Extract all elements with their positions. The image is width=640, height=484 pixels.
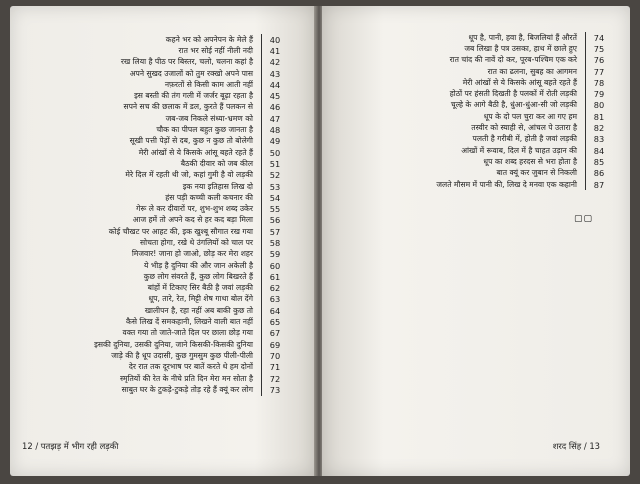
right-page-footer: शरद सिंह / 13	[552, 441, 600, 451]
toc-entry-title: बैठकी दीवार को जब कील	[180, 158, 253, 168]
toc-entry	[30, 294, 288, 305]
right-page	[322, 6, 630, 476]
toc-entry-page-number: 59	[261, 249, 288, 260]
toc-entry-page-number: 72	[261, 373, 288, 384]
toc-entry-page-number: 63	[261, 294, 288, 305]
toc-entry	[30, 203, 288, 214]
left-toc-list	[30, 34, 288, 396]
toc-entry-title: रात का ढलना, सुबह का आगमन	[487, 66, 577, 76]
toc-entry	[30, 316, 288, 327]
toc-entry-page-number: 53	[261, 181, 288, 192]
toc-entry	[30, 45, 288, 56]
toc-entry-page-number: 70	[261, 350, 288, 361]
end-mark: ▢▢	[574, 214, 594, 224]
toc-entry	[340, 77, 612, 88]
toc-entry-title: चौक का पीपल बहुत कुछ जानता है	[156, 125, 253, 135]
toc-entry	[340, 32, 612, 43]
toc-entry	[30, 68, 288, 79]
toc-entry	[340, 134, 612, 145]
toc-entry	[30, 57, 288, 68]
toc-entry	[30, 271, 288, 282]
left-page	[10, 6, 316, 476]
toc-entry-page-number: 43	[261, 68, 288, 79]
toc-entry	[30, 79, 288, 90]
toc-entry	[30, 226, 288, 237]
toc-entry-page-number: 73	[261, 384, 288, 395]
toc-entry-page-number: 67	[261, 328, 288, 339]
toc-entry-title: सोचता होगा, रखे थे उंगलियों को चाल पर	[139, 237, 253, 247]
toc-entry	[30, 147, 288, 158]
toc-entry-title: खालीपन है, रहा नहीं अब बाकी कुछ तो	[144, 305, 253, 315]
toc-entry-title: धूप है, पानी, हवा है, बिजलियां हैं औरतें	[468, 32, 577, 42]
toc-entry	[30, 102, 288, 113]
toc-entry-page-number: 50	[261, 147, 288, 158]
toc-entry	[30, 192, 288, 203]
toc-entry-title: सपने सच की छलाक में डल, कुरते हैं पलकन से	[123, 102, 253, 112]
toc-entry-page-number: 62	[261, 283, 288, 294]
toc-entry-page-number: 51	[261, 158, 288, 169]
toc-entry-page-number: 65	[261, 316, 288, 327]
toc-entry-title: ये भीड़ है दुनिया की और जान अकेली है	[144, 260, 253, 270]
toc-entry-page-number: 80	[585, 100, 612, 111]
toc-entry-title: आंखों में रूवाब, दिल में है चाहत उड़ान की	[461, 145, 577, 155]
toc-entry-title: सूखी पत्ती पेड़ों से दब, कुछ न कुछ तो बोलेगी	[129, 136, 253, 146]
toc-entry-title: रात चांद की नावें दो कर, पूरब-पश्चिम एक करे	[449, 55, 577, 65]
toc-entry-page-number: 44	[261, 79, 288, 90]
toc-entry	[30, 283, 288, 294]
toc-entry	[340, 88, 612, 99]
toc-entry-title: अपने सुखद उजालों को तुम रक्खो अपने पास	[129, 68, 253, 78]
toc-entry	[30, 328, 288, 339]
toc-entry	[340, 122, 612, 133]
toc-entry-title: स्मृतियों की रेत के नीचे प्रति दिन मेरा मन सोता है	[120, 373, 253, 383]
toc-entry-page-number: 85	[585, 156, 612, 167]
toc-entry	[30, 237, 288, 248]
toc-entry-page-number: 74	[585, 32, 612, 43]
toc-entry	[30, 34, 288, 45]
toc-entry-page-number: 42	[261, 57, 288, 68]
toc-entry	[30, 158, 288, 169]
toc-entry	[340, 43, 612, 54]
toc-entry	[340, 100, 612, 111]
toc-entry-page-number: 87	[585, 179, 612, 190]
toc-entry-page-number: 78	[585, 77, 612, 88]
toc-entry	[30, 350, 288, 361]
toc-entry	[30, 339, 288, 350]
toc-entry-title: नफ़रतों से किसी काम आती नहीं	[164, 79, 253, 89]
toc-entry-page-number: 58	[261, 237, 288, 248]
toc-entry	[30, 113, 288, 124]
toc-entry-title: इस बस्ती की तंग गली में जर्जर बूढ़ा रहता है	[134, 91, 253, 101]
toc-entry	[340, 179, 612, 190]
toc-entry-page-number: 46	[261, 102, 288, 113]
toc-entry-title: वक्त गया तो जाते-जाते दिल पर छाला छोड़ गया	[122, 328, 253, 338]
toc-entry-title: चूल्हे के आगे बैठी है, धुंआ-धुंआ-सी जो लड़की	[450, 100, 577, 110]
toc-entry-page-number: 52	[261, 170, 288, 181]
toc-entry-title: मिजवार! जाना हो जाओ, छोड़ कर मेरा शहर	[131, 249, 253, 259]
toc-entry-title: बात क्यूं कर जुबान से निकली	[496, 168, 577, 178]
toc-entry-title: साबुत घर के टुकड़े-टुकड़े तोड़ रहे हैं क्यूं कर लोग	[121, 384, 253, 394]
toc-entry-page-number: 71	[261, 362, 288, 373]
toc-entry-page-number: 75	[585, 43, 612, 54]
toc-entry-page-number: 41	[261, 45, 288, 56]
toc-entry-title: मेरे दिल में रहती थी जो, कहां गुमी है वो लड़की	[125, 170, 253, 180]
toc-entry-page-number: 61	[261, 271, 288, 282]
right-toc-list	[340, 32, 612, 190]
toc-entry-title: जब-जब निकले संध्या-भ्रमण को	[165, 113, 253, 123]
toc-entry-title: कैसे लिख दें समकहानी, लिखने वाली बात नहीं	[125, 317, 253, 327]
toc-entry-page-number: 57	[261, 226, 288, 237]
toc-entry-page-number: 54	[261, 192, 288, 203]
toc-entry-title: इक नया इतिहास लिख दो	[182, 181, 253, 191]
toc-entry-title: धूप के दो पल चुरा कर आ गए हम	[483, 111, 577, 121]
toc-entry	[30, 124, 288, 135]
toc-entry-title: रख लिया है पीठ पर बिस्तर, चलो, चलना कहां है	[120, 57, 253, 67]
toc-entry	[30, 384, 288, 395]
toc-entry-page-number: 79	[585, 88, 612, 99]
toc-entry	[340, 55, 612, 66]
toc-entry-title: जब लिखा है पत्र उसका, हाथ में छाले हुए	[464, 43, 577, 53]
toc-entry	[30, 90, 288, 101]
toc-entry-page-number: 77	[585, 66, 612, 77]
toc-entry-title: तस्वीर को स्याही से, आंचल पे उतारा है	[471, 123, 577, 133]
left-page-footer: 12 / पतझड़ में भीग रही लड़की	[22, 441, 119, 451]
toc-entry	[340, 156, 612, 167]
toc-entry	[340, 168, 612, 179]
toc-entry-title: होठों पर हंसती दिखती है पलकों में रोती लड़की	[449, 89, 577, 99]
toc-entry-page-number: 55	[261, 203, 288, 214]
toc-entry-title: कहने भर को अपनेपन के मेले हैं	[165, 34, 253, 44]
toc-entry-title: जलते मौसम में पानी की, लिख दे मनवा एक कहानी	[436, 179, 577, 189]
toc-entry-title: धूप, तारे, रेत, मिट्टी शेष गाथा बोल देंगे	[148, 294, 253, 304]
toc-entry-title: मेरी आंखों से ये किसके आंसू बहते रहते हैं	[462, 77, 577, 87]
toc-entry-title: जाड़े की है धूप उदासी, कुछ गुमसुम कुछ पीली-पीली	[111, 350, 253, 360]
toc-entry-page-number: 40	[261, 34, 288, 45]
toc-entry-title: रात भर सोई नहीं नीली नदी	[178, 45, 253, 55]
toc-entry	[30, 260, 288, 271]
toc-entry-title: पलती है गरीबी में, होती है जवां लड़की	[472, 134, 577, 144]
toc-entry-page-number: 69	[261, 339, 288, 350]
toc-entry-title: देर रात तक दूरभाष पर बातें करते थे हम दोनों	[128, 362, 253, 372]
toc-entry-title: आज हमें तो अपने कद से हर कद बड़ा मिला	[132, 215, 253, 225]
toc-entry	[30, 136, 288, 147]
toc-entry-page-number: 45	[261, 90, 288, 101]
toc-entry	[340, 111, 612, 122]
toc-entry	[30, 181, 288, 192]
toc-entry	[30, 249, 288, 260]
toc-entry	[30, 215, 288, 226]
toc-entry-page-number: 64	[261, 305, 288, 316]
toc-entry-title: बांहों में टिकाए सिर बैठी है जवां लड़की	[147, 283, 253, 293]
toc-entry-page-number: 82	[585, 122, 612, 133]
toc-entry-page-number: 83	[585, 134, 612, 145]
toc-entry	[30, 170, 288, 181]
toc-entry-title: कोई चौखट पर आहट की, इक खुश्बू सौगात रख गया	[108, 226, 253, 236]
toc-entry-title: गेरू ले कर दीवारों पर, शुभ-शुभ शब्द उकेर	[136, 204, 253, 214]
toc-entry-page-number: 81	[585, 111, 612, 122]
toc-entry-title: कुछ लोग संवरते हैं, कुछ लोग बिखरते हैं	[143, 271, 253, 281]
toc-entry-title: मेरी आंखों से ये किसके आंसू बहते रहते हैं	[138, 147, 253, 157]
toc-entry	[30, 362, 288, 373]
toc-entry-page-number: 60	[261, 260, 288, 271]
toc-entry-page-number: 76	[585, 55, 612, 66]
toc-entry	[340, 66, 612, 77]
toc-entry	[30, 305, 288, 316]
toc-entry	[30, 373, 288, 384]
toc-entry-page-number: 48	[261, 124, 288, 135]
toc-entry-page-number: 49	[261, 136, 288, 147]
toc-entry-title: हंस पड़ी कच्ची कली कचनार की	[165, 192, 253, 202]
toc-entry-page-number: 56	[261, 215, 288, 226]
toc-entry-page-number: 86	[585, 168, 612, 179]
toc-entry-title: धूप का शब्द हरदस से भरा होता है	[483, 156, 577, 166]
toc-entry-page-number: 84	[585, 145, 612, 156]
toc-entry	[340, 145, 612, 156]
toc-entry-page-number: 47	[261, 113, 288, 124]
toc-entry-title: इसकी दुनिया, उसकी दुनिया, जाने किसकी-किसकी दुनिया	[94, 339, 253, 349]
